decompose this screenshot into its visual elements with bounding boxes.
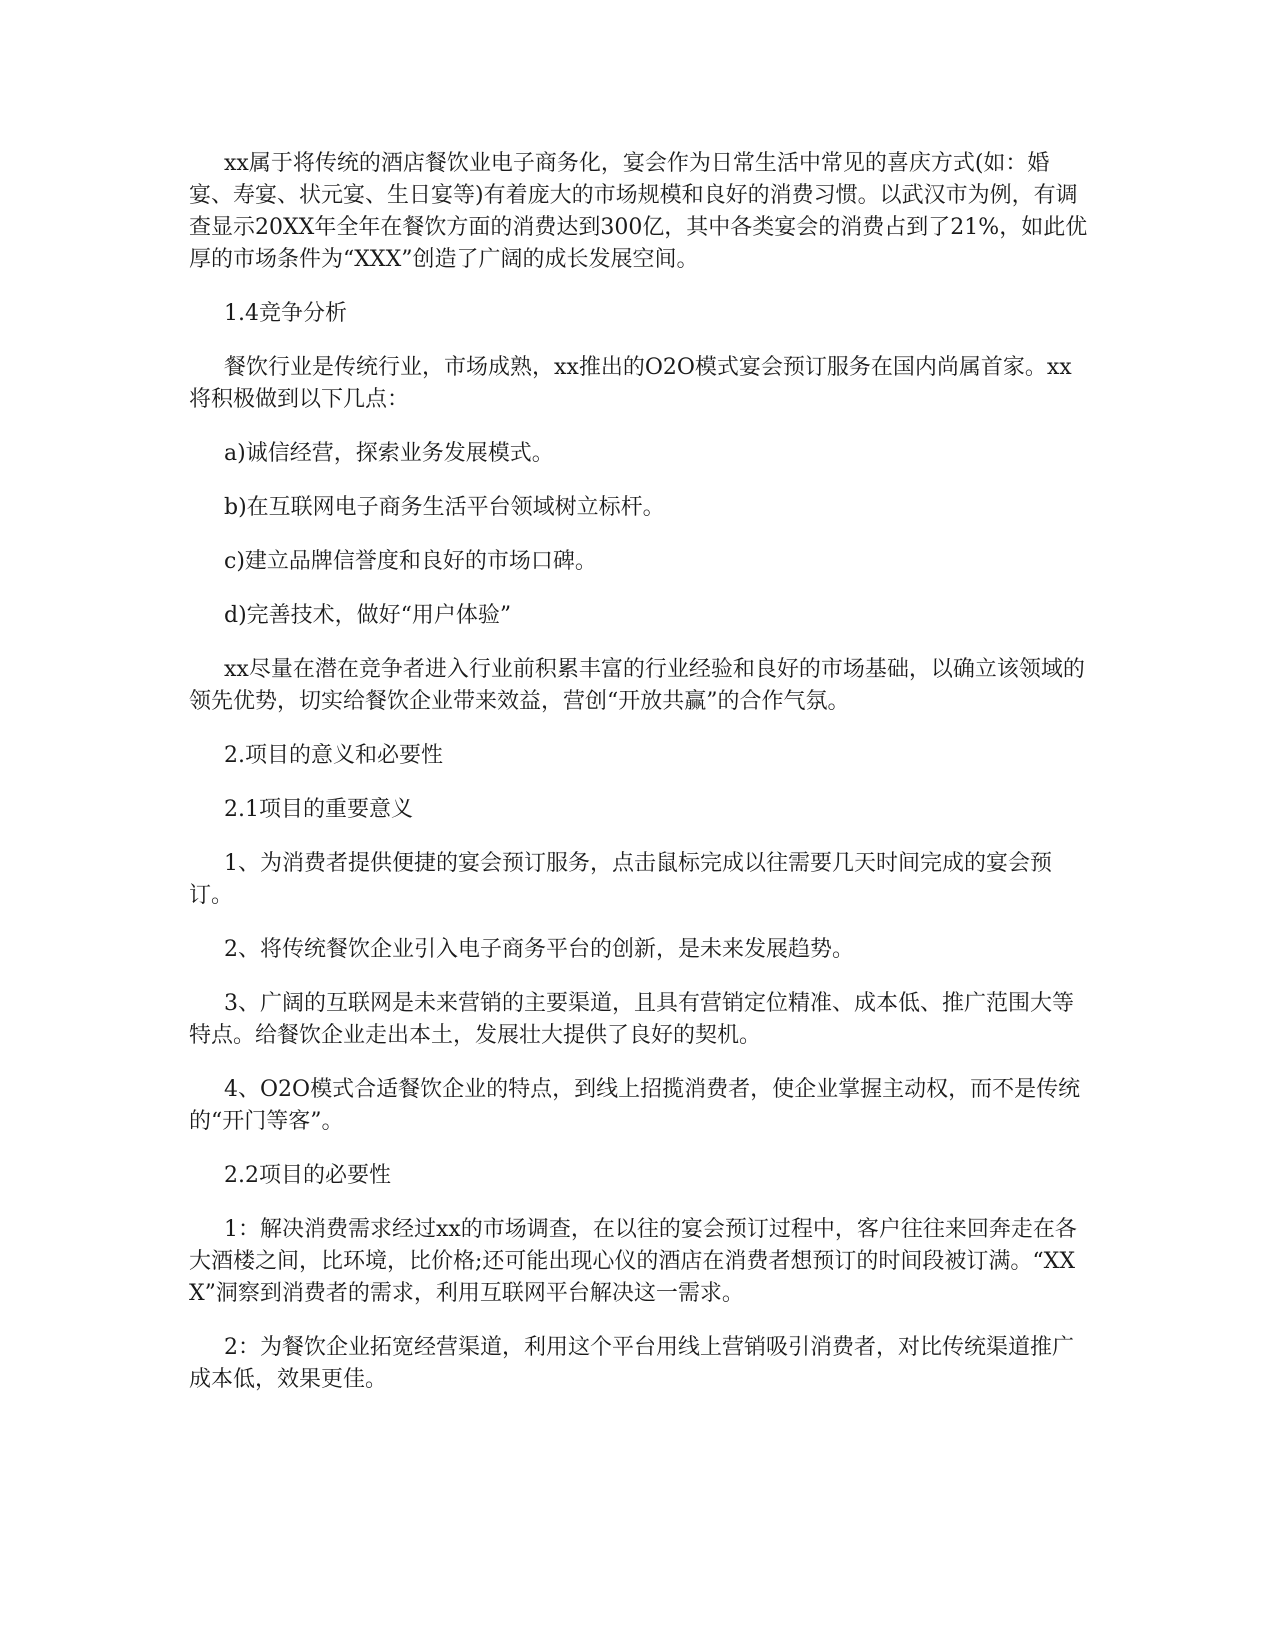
importance-item-3: 3、广阔的互联网是未来营销的主要渠道，且具有营销定位精准、成本低、推广范围大等特点。给餐饮企业走出本土，发展壮大提供了良好的契机。 bbox=[189, 991, 1074, 1048]
heading-project-significance: 2.项目的意义和必要性 bbox=[224, 743, 443, 768]
paragraph-advantage: xx尽量在潜在竞争者进入行业前积累丰富的行业经验和良好的市场基础，以确立该领域的领先优势，切实给餐饮企业带来效益，营创“开放共赢”的合作气氛。 bbox=[189, 657, 1085, 714]
list-item-a: a)诚信经营，探索业务发展模式。 bbox=[224, 441, 554, 466]
heading-necessity: 2.2项目的必要性 bbox=[224, 1163, 391, 1188]
heading-competition-analysis: 1.4竞争分析 bbox=[224, 301, 347, 326]
paragraph-industry: 餐饮行业是传统行业，市场成熟，xx推出的O2O模式宴会预订服务在国内尚属首家。xx将积极做到以下几点： bbox=[189, 355, 1072, 412]
list-item-c: c)建立品牌信誉度和良好的市场口碑。 bbox=[224, 549, 597, 574]
necessity-item-1: 1：解决消费需求经过xx的市场调查，在以往的宴会预订过程中，客户往往来回奔走在各大酒楼之间，比环境，比价格;还可能出现心仪的酒店在消费者想预订的时间段被订满。“XXX”洞察到消费者的需求，利用互联网平台解决这一需求。 bbox=[189, 1217, 1077, 1306]
heading-importance: 2.1项目的重要意义 bbox=[224, 797, 413, 822]
importance-item-2: 2、将传统餐饮企业引入电子商务平台的创新，是未来发展趋势。 bbox=[224, 937, 854, 962]
importance-item-4: 4、O2O模式合适餐饮企业的特点，到线上招揽消费者，使企业掌握主动权，而不是传统的“开门等客”。 bbox=[189, 1077, 1081, 1134]
list-item-d: d)完善技术，做好“用户体验” bbox=[224, 603, 512, 628]
list-item-b: b)在互联网电子商务生活平台领域树立标杆。 bbox=[224, 495, 665, 520]
document-body bbox=[189, 148, 1089, 1418]
necessity-item-2: 2：为餐饮企业拓宽经营渠道，利用这个平台用线上营销吸引消费者，对比传统渠道推广成本低，效果更佳。 bbox=[189, 1335, 1074, 1392]
importance-item-1: 1、为消费者提供便捷的宴会预订服务，点击鼠标完成以往需要几天时间完成的宴会预订。 bbox=[189, 851, 1052, 908]
paragraph-market-intro: xx属于将传统的酒店餐饮业电子商务化，宴会作为日常生活中常见的喜庆方式(如：婚宴、寿宴、状元宴、生日宴等)有着庞大的市场规模和良好的消费习惯。以武汉市为例，有调查显示20XX年全年在餐饮方面的消费达到300亿，其中各类宴会的消费占到了21%，如此优厚的市场条件为“XXX”创造了广阔的成长发展空间。 bbox=[189, 151, 1088, 272]
